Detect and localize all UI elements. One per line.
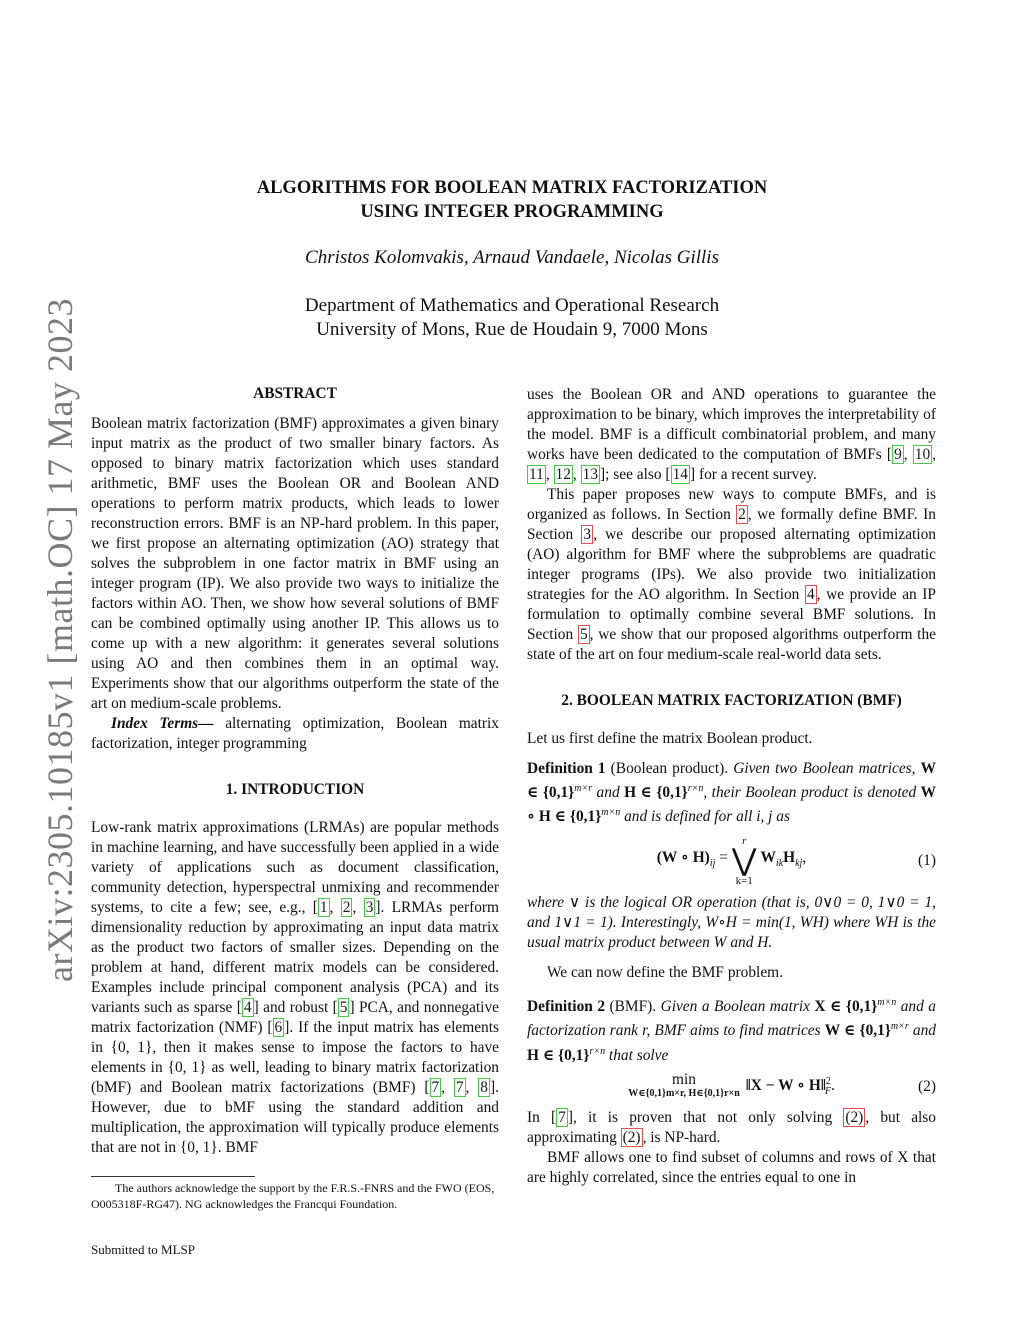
- intro-text-c: and robust: [258, 999, 333, 1016]
- bmf-problem-intro: We can now define the BMF problem.: [547, 964, 783, 982]
- equation-link[interactable]: (2): [845, 1108, 864, 1126]
- rc-text: , but also approximating: [527, 1108, 936, 1146]
- submitted-note: Submitted to MLSP: [91, 1242, 196, 1257]
- def1-text: and: [592, 784, 625, 802]
- rc-text: , we show that our proposed algorithms outperform the state of the art on four medium-scale real-world data sets.: [527, 626, 936, 663]
- eq1-lhs-sub: ij: [709, 858, 716, 870]
- section-link[interactable]: 2: [738, 506, 746, 523]
- def2-exp: m×n: [877, 997, 897, 1009]
- equation-link[interactable]: (2): [622, 1128, 641, 1146]
- paper-title: [0, 176, 1024, 224]
- intro-text-b: . LRMAs perform dimensionality reduction by approximating an input data matrix as the product two factors of smaller sizes. Depending on the problem at hand, different matrix models can be considered. Examples include principal component analysis (PCA) and its variants such as sparse: [91, 899, 499, 1016]
- rc-text: , it is proven that not only solving: [573, 1108, 844, 1126]
- def1-name: (Boolean product).: [605, 760, 729, 777]
- eq2-end: .: [830, 1076, 835, 1094]
- equation-number: (1): [918, 852, 936, 870]
- def2-name: (BMF).: [605, 998, 657, 1016]
- title-line-2: USING INTEGER PROGRAMMING: [360, 202, 664, 222]
- arxiv-stamp: arXiv:2305.10185v1 [math.OC] 17 May 2023: [40, 298, 80, 982]
- footnote-text: The authors acknowledge the support by the F.R.S.-FNRS and the FWO (EOS, O005318F-RG47). NG acknowledges the Francqui Foundation.: [91, 1181, 495, 1211]
- where-paragraph: where ∨ is the logical OR operation (that is, 0∨0 = 0, 1∨0 = 1, and 1∨1 = 1). Interestingly, W∘H = min(1, WH) where WH is the usual matrix product between W and H.: [527, 894, 936, 952]
- bmf-columns-paragraph: BMF allows one to find subset of columns and rows of X that are highly correlated, since the entries equal to one in: [527, 1148, 936, 1186]
- eq1-rhs-sub: ik: [775, 858, 784, 870]
- title-line-1: ALGORITHMS FOR BOOLEAN MATRIX FACTORIZATION: [256, 178, 768, 198]
- eq2-subf: F: [824, 1085, 831, 1097]
- rc-text: , we formally define BMF. In Section: [527, 506, 936, 543]
- affiliation-line-1: Department of Mathematics and Operational Research: [304, 295, 720, 316]
- citation-link[interactable]: 11: [529, 466, 544, 483]
- citation-link[interactable]: 2: [342, 899, 351, 916]
- min-text: min: [672, 1070, 696, 1088]
- citation-link[interactable]: 5: [339, 999, 348, 1016]
- intro-heading: 1. INTRODUCTION: [225, 781, 365, 798]
- bigvee-symbol: ⋁: [731, 844, 757, 878]
- def1-label: Definition 1: [527, 760, 606, 777]
- boolean-product-intro: Let us first define the matrix Boolean product.: [527, 730, 813, 747]
- eq1-rhs-h: H: [783, 849, 796, 867]
- footnote: [91, 1180, 499, 1212]
- def1-text: and is defined for all i, j as: [620, 808, 790, 826]
- equation-number: (2): [918, 1077, 936, 1095]
- right-column: [527, 385, 936, 1188]
- affiliation: [0, 294, 1024, 342]
- def2-text: and: [908, 1022, 936, 1040]
- eq2-body: ‖X − W ∘ H‖: [745, 1076, 826, 1094]
- bmf-heading: 2. BOOLEAN MATRIX FACTORIZATION (BMF): [561, 692, 902, 709]
- rc-text-a: uses the Boolean OR and AND operations to guarantee the approximation to be binary, which improves the interpretability of the model. BMF is a difficult combinatorial problem, and many works have been dedicated to the computation of BMFs: [527, 386, 936, 463]
- index-terms-label: Index Terms—: [111, 715, 214, 732]
- rc-text: , we describe our proposed alternating optimization (AO) algorithm for BMF where the subproblems are quadratic integer programs (IPs). We also provide two initialization strategies for the AO algorithm. In Section: [527, 526, 936, 603]
- def2-math: X ∈ {0,1}: [814, 998, 878, 1016]
- def2-text: that solve: [605, 1046, 669, 1064]
- min-operator: [628, 1070, 740, 1101]
- rc-text: , we provide an IP formulation to optimally combine several BMF solutions. In Section: [527, 586, 936, 643]
- np-hard-paragraph: In [ 7 ], it is proven that not only solving (2) , but also approximating (2) , is NP-hard.: [527, 1108, 936, 1146]
- section-link[interactable]: 4: [806, 586, 815, 603]
- left-column: [91, 384, 499, 1158]
- abstract-text: Boolean matrix factorization (BMF) approximates a given binary input matrix as the product of two smaller binary factors. As opposed to binary matrix factorization which uses standard arithmetic, BMF uses the Boolean OR and Boolean AND operations to perform matrix products, which leads to lower reconstruction errors. BMF is an NP-hard problem. In this paper, we first propose an alternating optimization (AO) strategy that solves the subproblem in one factor matrix in BMF using an integer program (IP). We also provide two ways to initialize the factors within AO. Then, we show how several solutions of BMF can be combined optimally using another IP. This allows us to come up with a new algorithm: it generates several solutions using AO and then combines them in an optimal way. Experiments show that our algorithms outperform the state of the art on medium-scale problems.: [91, 415, 499, 712]
- citation-link[interactable]: 8: [480, 1079, 488, 1096]
- def2-exp: r×n: [589, 1045, 606, 1057]
- abstract-heading: ABSTRACT: [253, 385, 337, 402]
- rc-text: This paper proposes new ways to compute BMFs, and is organized as follows. In Section: [527, 486, 936, 523]
- citation-link[interactable]: 13: [582, 466, 599, 483]
- def1-exp: r×n: [687, 783, 704, 794]
- rc-text: In: [527, 1108, 552, 1126]
- def1-math: H ∈ {0,1}: [624, 784, 688, 802]
- bmf-intro-paragraph: uses the Boolean OR and AND operations to guarantee the approximation to be binary, which improves the interpretability of the model. BMF is a difficult combinatorial problem, and many works have been dedicated to the computation of BMFs [ 9 , 10 , 11 , 12 , 13 ]; see also [ 14 ] for a recent survey.: [527, 386, 936, 483]
- intro-text-a: Low-rank matrix approximations (LRMAs) are popular methods in machine learning, and have successfully been applied in a wide variety of applications such as document classification, community detection, hyperspectral unmixing and recommender systems, to cite a few; see, e.g.,: [91, 819, 499, 916]
- citation-link[interactable]: 7: [431, 1079, 440, 1096]
- def1-exp: m×n: [601, 807, 621, 819]
- authors: Christos Kolomvakis, Arnaud Vandaele, Nicolas Gillis: [305, 247, 719, 268]
- def1-text: , their Boolean product is denoted: [703, 784, 921, 802]
- equation-2: [527, 1072, 936, 1102]
- equation-1: (W ∘ $H)_{ij}$ = r ⋁ k=1 $W_{ik}H_{kj}$, (1): [656, 835, 936, 888]
- bigvee-operator: [732, 835, 757, 887]
- citation-link[interactable]: 1: [319, 899, 328, 916]
- def2-text: and a factorization rank r, BMF aims to find matrices: [527, 998, 936, 1040]
- eq1-lhs: (W ∘ H): [656, 849, 710, 867]
- citation-link[interactable]: 6: [274, 1019, 283, 1036]
- def1-math: W ∘ H ∈ {0,1}: [527, 784, 936, 826]
- rc-text-b: ; see also: [605, 466, 666, 483]
- def2-text: Given a Boolean matrix: [656, 998, 815, 1016]
- def2-exp: m×r: [890, 1021, 909, 1033]
- index-terms-text: alternating optimization, Boolean matrix factorization, integer programming: [91, 715, 499, 752]
- def1-exp: m×r: [574, 783, 593, 794]
- eq1-rhs-sub: kj: [795, 858, 803, 870]
- intro-paragraph: Low-rank matrix approximations (LRMAs) are popular methods in machine learning, and have successfully been applied in a wide variety of applications such as document classification, community detection, hyperspectral unmixing and recommender systems, to cite a few; see, e.g., [ 1 , 2 , 3 ]. LRMAs perform dimensionality reduction by approximating an input data matrix as the product two factors of smaller sizes. Depending on the problem at hand, different matrix models can be considered. Examples include principal component analysis (PCA) and its variants such as sparse [ 4 ] and robust [ 5 ] PCA, and nonnegative matrix factorization (NMF) [ 6 ]. If the input matrix has elements in {0, 1}, then it makes sense to impose the factors to have elements in {0, 1} as well, leading to binary matrix factorization (bMF) and Boolean matrix factorizations (BMF) [ 7 , 7 , 8 ]. However, due to bMF using the standard addition and multiplication, the approximation will typically produce elements that are not in {0, 1}. BMF: [91, 819, 499, 1156]
- citation-link[interactable]: 10: [914, 446, 931, 463]
- intro-text-f: . However, due to bMF using the standard addition and multiplication, the approximation will typically produce elements that are not in {0, 1}. BMF: [91, 1079, 499, 1156]
- definition-2: [527, 993, 936, 1065]
- intro-text-e: . If the input matrix has elements in {0, 1}, then it makes sense to impose the factors to have elements in {0, 1} as well, leading to binary matrix factorization (bMF) and Boolean matrix factorizations (BMF): [91, 1019, 499, 1096]
- footnote-rule: [91, 1176, 255, 1177]
- index-terms: [91, 714, 499, 754]
- def1-math: W ∈ {0,1}: [527, 760, 936, 802]
- eq1-end: ,: [802, 849, 807, 867]
- citation-link[interactable]: 7: [558, 1108, 566, 1126]
- rc-text: , is NP-hard.: [642, 1128, 721, 1146]
- bigvee-top: r: [742, 835, 747, 848]
- citation-link[interactable]: 14: [672, 466, 688, 483]
- citation-link[interactable]: 12: [555, 466, 571, 483]
- section-link[interactable]: 3: [583, 526, 592, 543]
- min-subscript: W∈{0,1}m×r, H∈{0,1}r×n: [628, 1087, 740, 1099]
- eq2-sup: 2: [825, 1075, 831, 1087]
- organization-paragraph: [527, 485, 936, 665]
- affiliation-line-2: University of Mons, Rue de Houdain 9, 7000 Mons: [316, 319, 708, 340]
- def1-text: Given two Boolean matrices,: [728, 760, 921, 777]
- rc-text-c: for a recent survey.: [695, 466, 817, 483]
- citation-link[interactable]: 3: [365, 899, 374, 916]
- bigvee-bottom: k=1: [735, 875, 753, 888]
- citation-link[interactable]: 4: [243, 999, 252, 1016]
- eq1-rhs-w: W: [760, 849, 776, 867]
- section-link[interactable]: 5: [579, 626, 588, 643]
- citation-link[interactable]: 7: [455, 1079, 464, 1096]
- def2-label: Definition 2: [527, 998, 606, 1016]
- intro-text-d: PCA, and nonnegative matrix factorization (NMF): [91, 999, 499, 1036]
- def2-math: H ∈ {0,1}: [527, 1046, 590, 1064]
- def2-math: W ∈ {0,1}: [824, 1022, 891, 1040]
- definition-1: [527, 759, 936, 827]
- citation-link[interactable]: 9: [894, 446, 902, 463]
